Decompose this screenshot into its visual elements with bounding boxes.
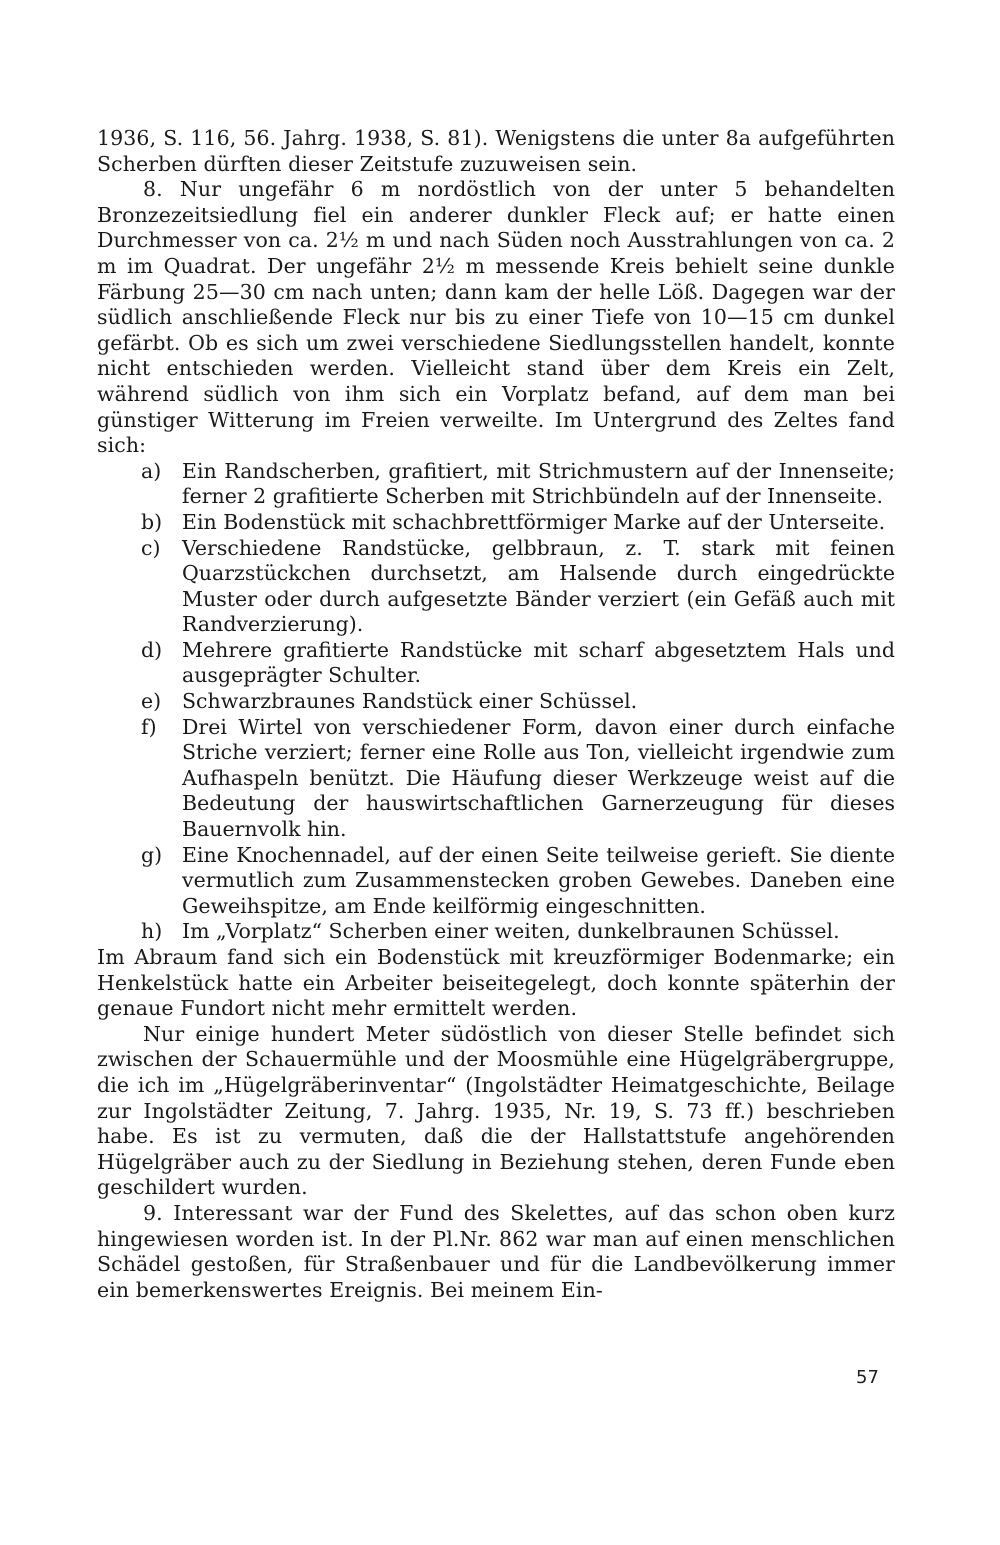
finds-list — [97, 459, 895, 945]
list-item — [97, 715, 895, 843]
list-item — [97, 638, 895, 689]
paragraph-continuation: 1936, S. 116, 56. Jahrg. 1938, S. 81). Wenigstens die unter 8a aufgeführten Scherben dürften dieser Zeitstufe zuzuweisen sein. — [97, 126, 895, 176]
list-marker: g) — [141, 842, 163, 867]
page-body — [97, 126, 895, 1426]
list-item-text: Eine Knochennadel, auf der einen Seite teilweise gerieft. Sie diente vermutlich zum Zusammenstecken groben Gewebes. Daneben eine Geweihspitze, am Ende keilförmig eingeschnitten. — [182, 842, 895, 918]
list-item — [97, 919, 895, 945]
list-item-text: Drei Wirtel von verschiedener Form, davon einer durch einfache Striche verziert; ferner eine Rolle aus Ton, vielleicht irgendwie zum Aufhaspeln benützt. Die Häufung dieser Werkzeuge weist auf die Bedeutung der hauswirtschaftlichen Garnerzeugung für dieses Bauernvolk hin. — [182, 714, 895, 842]
page-number: 57 — [856, 1367, 879, 1388]
list-marker: c) — [141, 535, 161, 560]
list-item-text: Ein Bodenstück mit schachbrettförmiger Marke auf der Unterseite. — [182, 509, 886, 534]
paragraph-abraum: Im Abraum fand sich ein Bodenstück mit kreuzförmiger Bodenmarke; ein Henkelstück hatte ein Arbeiter beiseitegelegt, doch konnte späterhin der genaue Fundort nicht mehr ermittelt werden. — [97, 945, 895, 1021]
list-marker: h) — [141, 919, 163, 944]
list-item — [97, 510, 895, 536]
list-item — [97, 843, 895, 920]
paragraph-section-9: 9. Interessant war der Fund des Skelettes, auf das schon oben kurz hingewiesen worden ist. In der Pl.Nr. 862 war man auf einen menschlichen Schädel gestoßen, für Straßenbauer und für die Landbevölkerung immer ein bemerkenswertes Ereignis. Bei meinem Ein- — [97, 1200, 895, 1302]
paragraph-huegelgraeber: Nur einige hundert Meter südöstlich von dieser Stelle befindet sich zwischen der Schauermühle und der Moosmühle eine Hügelgräbergruppe, die ich im „Hügelgräberinventar“ (Ingolstädter Heimatgeschichte, Beilage zur Ingolstädter Zeitung, 7. Jahrg. 1935, Nr. 19, S. 73 ff.) beschrieben habe. Es ist zu vermuten, daß die der Hallstattstufe angehörenden Hügelgräber auch zu der Siedlung in Beziehung stehen, deren Funde eben geschildert wurden. — [97, 1021, 895, 1200]
list-item — [97, 689, 895, 715]
list-item — [97, 459, 895, 510]
list-item-text: Ein Randscherben, grafitiert, mit Strichmustern auf der Innenseite; ferner 2 grafitierte Scherben mit Strichbündeln auf der Innenseite. — [182, 458, 895, 509]
list-marker: b) — [141, 509, 163, 534]
list-marker: f) — [141, 714, 157, 739]
list-item-text: Schwarzbraunes Randstück einer Schüssel. — [182, 689, 638, 714]
list-item-text: Im „Vorplatz“ Scherben einer weiten, dunkelbraunen Schüssel. — [182, 919, 840, 944]
list-marker: d) — [141, 637, 163, 662]
paragraph-section-8: 8. Nur ungefähr 6 m nordöstlich von der unter 5 behandelten Bronzezeitsiedlung fiel ein anderer dunkler Fleck auf; er hatte einen Durchmesser von ca. 2½ m und nach Süden noch Ausstrahlungen von ca. 2 m im Quadrat. Der ungefähr 2½ m messende Kreis behielt seine dunkle Färbung 25—30 cm nach unten; dann kam der helle Löß. Dagegen war der südlich anschließende Fleck nur bis zu einer Tiefe von 10—15 cm dunkel gefärbt. Ob es sich um zwei verschiedene Siedlungsstellen handelt, konnte nicht entschieden werden. Vielleicht stand über dem Kreis ein Zelt, während südlich von ihm sich ein Vorplatz befand, auf dem man bei günstiger Witterung im Freien verweilte. Im Untergrund des Zeltes fand sich: — [97, 177, 895, 458]
list-marker: a) — [141, 458, 162, 483]
list-item-text: Mehrere grafitierte Randstücke mit scharf abgesetztem Hals und ausgeprägter Schulter. — [182, 637, 895, 688]
list-marker: e) — [141, 689, 162, 714]
list-item — [97, 536, 895, 638]
list-item-text: Verschiedene Randstücke, gelbbraun, z. T. stark mit feinen Quarzstückchen durchsetzt, am Halsende durch eingedrückte Muster oder durch aufgesetzte Bänder verziert (ein Gefäß auch mit Randverzierung). — [182, 535, 895, 637]
